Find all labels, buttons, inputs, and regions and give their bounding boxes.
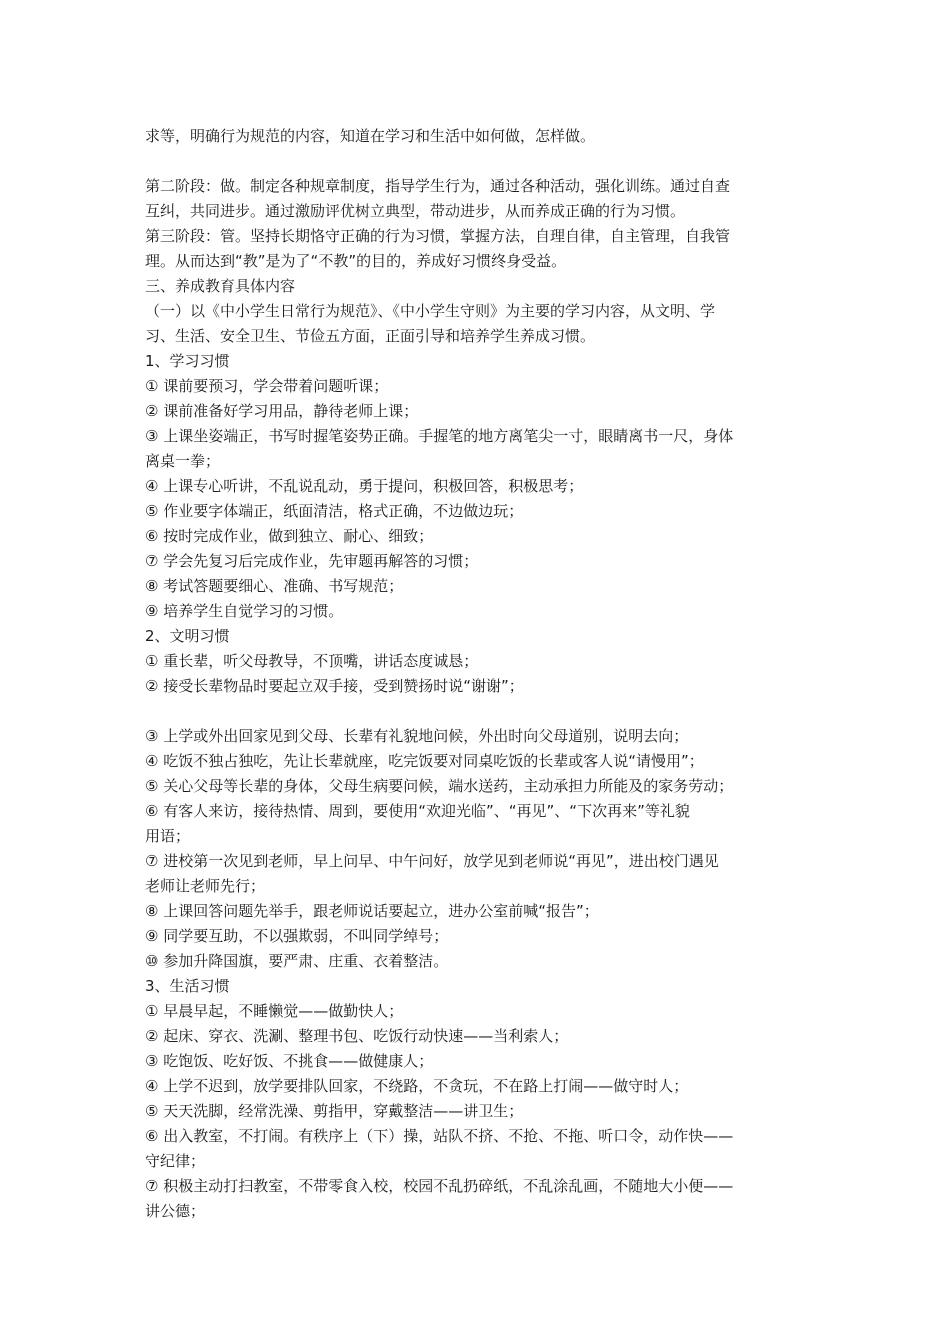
text-line: 2、文明习惯 bbox=[145, 627, 230, 645]
text-line: 离桌一拳； bbox=[145, 452, 221, 470]
text-line: ④ 上课专心听讲，不乱说乱动，勇于提问，积极回答，积极思考； bbox=[145, 477, 584, 495]
text-line: 求等，明确行为规范的内容，知道在学习和生活中如何做，怎样做。 bbox=[145, 127, 596, 145]
text-line: ① 重长辈，听父母教导，不顶嘴，讲话态度诚恳； bbox=[145, 652, 479, 670]
blank-line bbox=[145, 699, 810, 724]
text-line: ⑤ 关心父母等长辈的身体，父母生病要问候，端水送药，主动承担力所能及的家务劳动； bbox=[145, 777, 734, 795]
text-line: ⑥ 有客人来访，接待热情、周到，要使用“欢迎光临”、“再见”、“下次再来”等礼貌 bbox=[145, 802, 690, 820]
blank-line bbox=[145, 149, 810, 174]
text-line: ⑦ 学会先复习后完成作业，先审题再解答的习惯； bbox=[145, 552, 479, 570]
text-line: 互纠，共同进步。通过激励评优树立典型，带动进步，从而养成正确的行为习惯。 bbox=[145, 202, 686, 220]
text-line: 1、学习习惯 bbox=[145, 352, 230, 370]
text-line: ④ 上学不迟到，放学要排队回家，不绕路，不贪玩，不在路上打闹——做守时人； bbox=[145, 1077, 689, 1095]
text-line: ⑤ 天天洗脚，经常洗澡、剪指甲，穿戴整洁——讲卫生； bbox=[145, 1102, 524, 1120]
text-line: ⑨ 培养学生自觉学习的习惯。 bbox=[145, 602, 344, 620]
text-line: ② 起床、穿衣、洗涮、整理书包、吃饭行动快速——当利索人； bbox=[145, 1027, 569, 1045]
text-line: ③ 上课坐姿端正，书写时握笔姿势正确。手握笔的地方离笔尖一寸，眼睛离书一尺，身体 bbox=[145, 427, 734, 445]
text-line: 3、生活习惯 bbox=[145, 977, 230, 995]
text-line: ⑧ 考试答题要细心、准确、书写规范； bbox=[145, 577, 404, 595]
text-line: ⑥ 按时完成作业，做到独立、耐心、细致； bbox=[145, 527, 434, 545]
text-line: ④ 吃饭不独占独吃，先让长辈就座，吃完饭要对同桌吃饭的长辈或客人说“请慢用”； bbox=[145, 752, 704, 770]
document-body bbox=[145, 124, 810, 1224]
text-line: ⑩ 参加升降国旗，要严肃、庄重、衣着整洁。 bbox=[145, 952, 449, 970]
text-line: （一）以《中小学生日常行为规范》、《中小学生守则》为主要的学习内容，从文明、学 bbox=[145, 302, 716, 320]
text-line: ② 课前准备好学习用品，静待老师上课； bbox=[145, 402, 419, 420]
text-line: ⑤ 作业要字体端正，纸面清洁，格式正确，不边做边玩； bbox=[145, 502, 524, 520]
text-line: 用语； bbox=[145, 827, 191, 845]
text-line: ⑨ 同学要互助，不以强欺弱，不叫同学绰号； bbox=[145, 927, 449, 945]
text-line: 守纪律； bbox=[145, 1152, 206, 1170]
text-line: ① 课前要预习，学会带着问题听课； bbox=[145, 377, 389, 395]
text-line: 三、养成教育具体内容 bbox=[145, 277, 296, 295]
text-line: 第二阶段：做。制定各种规章制度，指导学生行为，通过各种活动，强化训练。通过自查 bbox=[145, 177, 731, 195]
text-line: ① 早晨早起，不睡懒觉——做勤快人； bbox=[145, 1002, 404, 1020]
text-line: 讲公德； bbox=[145, 1202, 206, 1220]
text-line: ⑥ 出入教室，不打闹。有秩序上（下）操，站队不挤、不抢、不拖、听口令，动作快—— bbox=[145, 1127, 734, 1145]
text-line: 理。从而达到“教”是为了“不教”的目的，养成好习惯终身受益。 bbox=[145, 252, 567, 270]
text-line: ③ 上学或外出回家见到父母、长辈有礼貌地问候，外出时向父母道别，说明去向； bbox=[145, 727, 689, 745]
text-line: ⑧ 上课回答问题先举手，跟老师说话要起立，进办公室前喊“报告”； bbox=[145, 902, 599, 920]
text-line: ③ 吃饱饭、吃好饭、不挑食——做健康人； bbox=[145, 1052, 434, 1070]
text-line: ⑦ 进校第一次见到老师，早上问早、中午问好，放学见到老师说“再见”，进出校门遇见 bbox=[145, 852, 719, 870]
text-line: 老师让老师先行； bbox=[145, 877, 266, 895]
text-line: 第三阶段：管。坚持长期恪守正确的行为习惯，掌握方法，自理自律，自主管理，自我管 bbox=[145, 227, 731, 245]
text-line: 习、生活、安全卫生、节俭五方面，正面引导和培养学生养成习惯。 bbox=[145, 327, 596, 345]
text-line: ⑦ 积极主动打扫教室，不带零食入校，校园不乱扔碎纸，不乱涂乱画，不随地大小便—— bbox=[145, 1177, 734, 1195]
text-line: ② 接受长辈物品时要起立双手接，受到赞扬时说“谢谢”； bbox=[145, 677, 524, 695]
